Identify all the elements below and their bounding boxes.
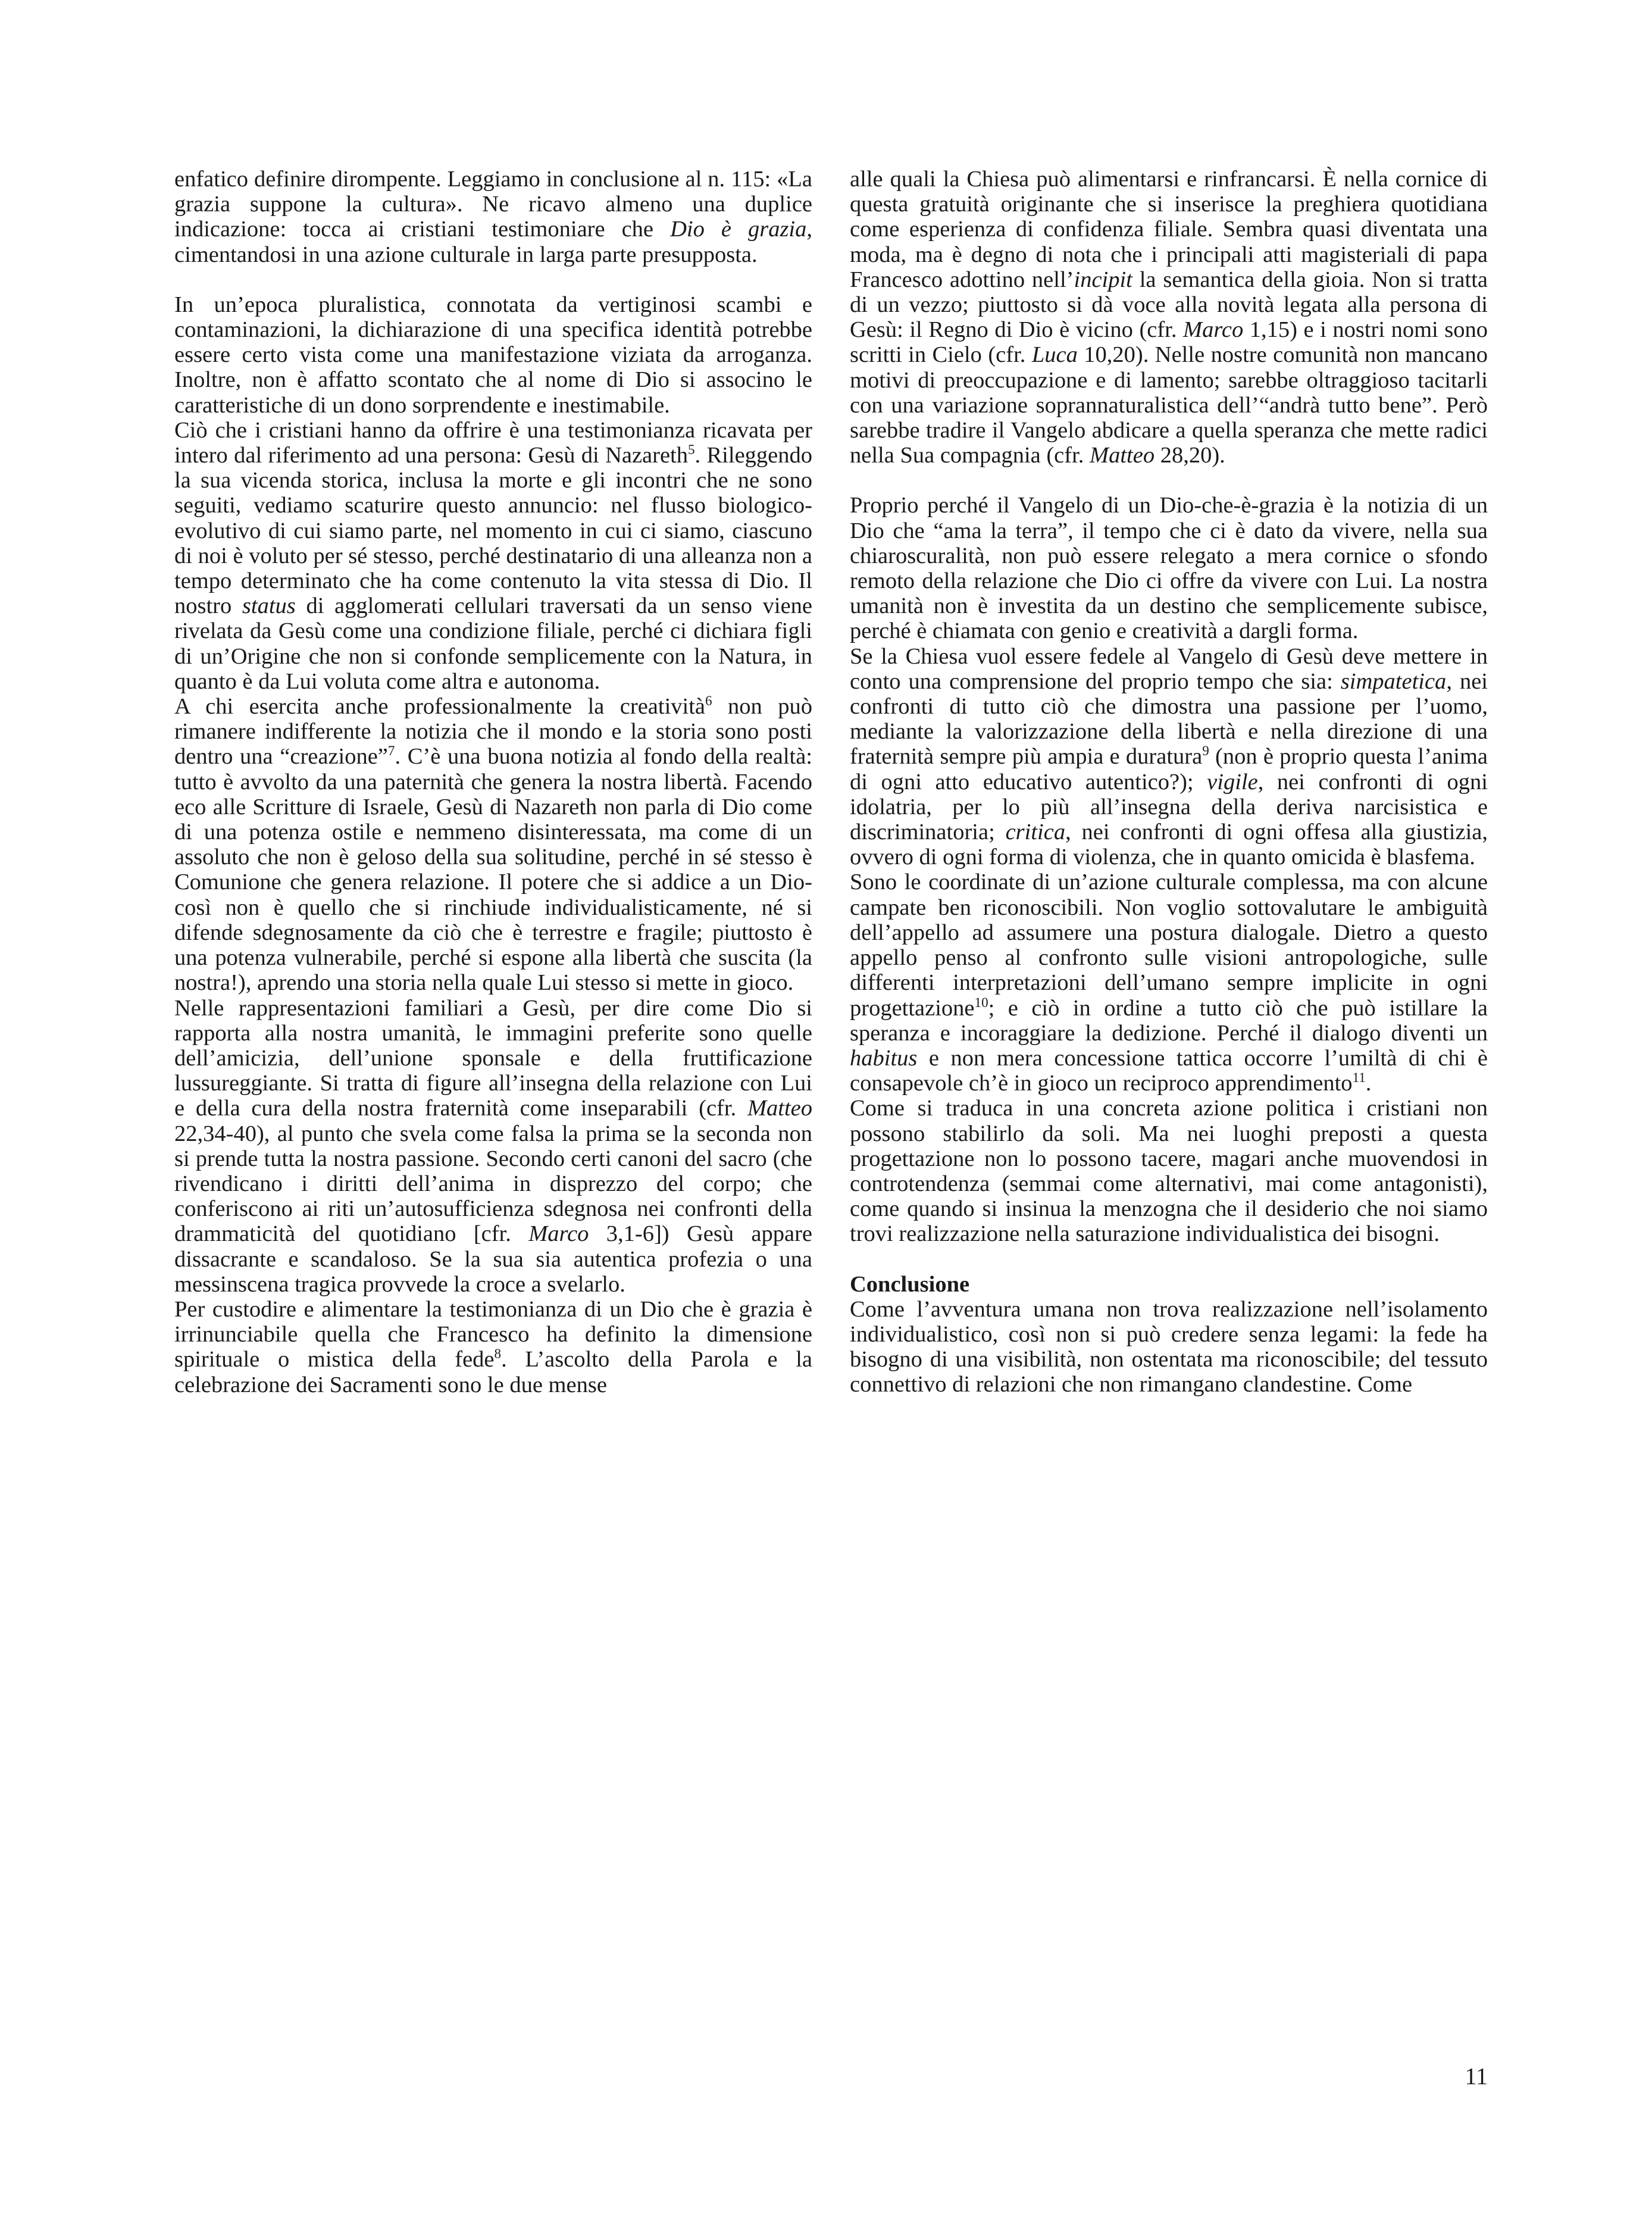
italic-text: status (242, 593, 296, 619)
italic-text: incipit (1074, 267, 1132, 292)
section-heading: Conclusione (850, 1271, 970, 1297)
text-run: 3,1-6]) Gesù appare dissacrante e scandaloso. Se la sua sia autentica profezia o una messinscena tragica provvede la croce a svelarlo. (174, 1221, 812, 1297)
paragraph: Come l’avventura umana non trova realizzazione nell’isolamento individualistico, così non si può credere senza legami: la fede ha bisogno di una visibilità, non ostentata ma riconoscibile; del tessuto connettivo di relazioni che non rimangano clandestine. Come (850, 1296, 1488, 1397)
paragraph (174, 996, 812, 1297)
footnote-ref: 11 (1352, 1070, 1366, 1086)
text-run: , nei confronti di ogni offesa alla giustizia, ovvero di ogni forma di violenza, che in quanto omicida è blasfema. (850, 820, 1488, 870)
paragraph (174, 167, 812, 267)
text-run: Nelle rappresentazioni familiari a Gesù, per dire come Dio si rapporta alla nostra umanità, le immagini preferite sono quelle dell’amicizia, dell’unione sponsale e della fruttificazione lussureggiante. Si tratta di figure all’insegna della relazione con Lui e della cura della nostra fraternità come inseparabili (cfr. (174, 995, 812, 1121)
text-run: . C’è una buona notizia al fondo della realtà: tutto è avvolto da una paternità che genera la nostra libertà. Facendo eco alle Scritture di Israele, Gesù di Nazareth non parla di Dio come di una potenza ostile e nemmeno disinteressata, ma come di un assoluto che non è geloso della sua solitudine, perché in sé stesso è Comunione che genera relazione. Il potere che si addice a un Dio-così non è quello che si rinchiude individualisticamente, né si difende sdegnosamente da ciò che è terrestre e fragile; piuttosto è una potenza vulnerabile, perché si espone alla libertà che suscita (la nostra!), aprendo una storia nella quale Lui stesso si mette in gioco. (174, 744, 812, 996)
italic-text: vigile (1207, 769, 1258, 795)
page-number: 11 (1465, 2063, 1488, 2090)
right-column (850, 167, 1488, 1397)
paragraph (174, 1297, 812, 1397)
footnote-ref: 8 (494, 1346, 502, 1362)
text-run: 10,20). Nelle nostre comunità non mancano motivi di preoccupazione e di lamento; sarebbe oltraggioso tacitarli con una variazione soprannaturalistica dell’“andrà tutto bene”. Però sarebbe tradire il Vangelo abdicare a quella speranza che mette radici nella Sua compagnia (cfr. (850, 342, 1488, 468)
text-run: Ciò che i cristiani hanno da offrire è una testimonianza ricavata per intero dal riferimento ad una persona: Gesù di Nazareth (174, 417, 812, 468)
text-run: ; e ciò in ordine a tutto ciò che può istillare la speranza e incoraggiare la dedizione. Perché il dialogo diventi un (850, 995, 1488, 1046)
footnote-ref: 9 (1202, 743, 1209, 759)
text-run: Sono le coordinate di un’azione culturale complessa, ma con alcune campate ben riconoscibili. Non voglio sottovalutare le ambiguità dell’appello ad assumere una postura dialogale. Dietro a questo appello penso al confronto sulle visioni antropologiche, sulle differenti interpretazioni dell’umano sempre implicite in ogni progettazione (850, 870, 1488, 1021)
text-run: 22,34-40), al punto che svela come falsa la prima se la seconda non si prende tutta la nostra passione. Secondo certi canoni del sacro (che rivendicano i diritti dell’anima in disprezzo del corpo; che conferiscono ai riti un’autosufficienza sdegnosa nei confronti della drammaticità del quotidiano [cfr. (174, 1121, 812, 1247)
left-column (174, 167, 812, 1397)
italic-text: Matteo (747, 1096, 812, 1121)
text-run: di agglomerati cellulari traversati da un senso viene rivelata da Gesù come una condizione filiale, perché ci dichiara figli di un’Origine che non si confonde semplicemente con la Natura, in quanto è da Lui voluta come altra e autonoma. (174, 593, 813, 694)
paragraph (850, 870, 1488, 1096)
paragraph (174, 694, 812, 995)
text-run: la semantica della gioia. Non si tratta di un vezzo; piuttosto si dà voce alla novità legata alla persona di Gesù: il Regno di Dio è vicino (cfr. (850, 267, 1488, 343)
text-run: , cimentandosi in una azione culturale in larga parte presupposta. (174, 217, 812, 267)
footnote-ref: 6 (705, 693, 712, 709)
text-run: . Rileggendo la sua vicenda storica, inclusa la morte e gli incontri che ne sono seguiti, vediamo scaturire questo annuncio: nel flusso biologico-evolutivo di cui siamo parte, nel momento in cui ci siamo, ciascuno di noi è voluto per sé stesso, perché destinatario di una alleanza non a tempo determinato che ha come contenuto la vita stessa di Dio. Il nostro (174, 443, 813, 619)
italic-text: simpatetica (1340, 668, 1447, 694)
footnote-ref: 5 (688, 442, 695, 458)
text-run: A chi esercita anche professionalmente la creatività (174, 694, 706, 720)
italic-text: Dio è grazia (670, 217, 807, 242)
text-run: enfatico definire dirompente. Leggiamo in conclusione al n. 115: «La grazia suppone la cultura». Ne ricavo almeno una duplice indicazione: tocca ai cristiani testimoniare che (174, 167, 812, 242)
text-run: alle quali la Chiesa può alimentarsi e rinfrancarsi. È nella cornice di questa gratuità originante che si inserisce la preghiera quotidiana come esperienza di confidenza filiale. Sembra quasi diventata una moda, ma è degno di nota che i principali atti magisteriali di papa Francesco adottino nell’ (850, 167, 1488, 292)
paragraph: Proprio perché il Vangelo di un Dio-che-è-grazia è la notizia di un Dio che “ama la terra”, il tempo che ci è dato da vivere, nella sua chiaroscuralità, non può essere relegato a mera cornice o sfondo remoto della relazione che Dio ci offre da vivere con Lui. La nostra umanità non è investita da un destino che semplicemente subisce, perché è chiamata con genio e creatività a dargli forma. (850, 493, 1488, 644)
paragraph: In un’epoca pluralistica, connotata da vertiginosi scambi e contaminazioni, la dichiarazione di una specifica identità potrebbe essere certo vista come una manifestazione viziata da arroganza. Inoltre, non è affatto scontato che al nome di Dio si associno le caratteristiche di un dono sorprendente e inestimabile. (174, 292, 812, 418)
text-run: , nei confronti di ogni idolatria, per lo più all’insegna della deriva narcisistica e discriminatoria; (850, 769, 1488, 845)
text-run: non può rimanere indifferente la notizia che il mondo e la storia sono posti dentro una “creazione” (174, 694, 812, 770)
text-run: (non è proprio questa l’anima di ogni atto educativo autentico?); (850, 744, 1488, 795)
text-run: Per custodire e alimentare la testimonianza di un Dio che è grazia è irrinunciabile quella che Francesco ha definito la dimensione spirituale o mistica della fede (174, 1296, 812, 1372)
footnote-ref: 10 (974, 994, 988, 1010)
text-run: . L’ascolto della Parola e la celebrazione dei Sacramenti sono le due mense (174, 1347, 813, 1397)
text-run: Se la Chiesa vuol essere fedele al Vangelo di Gesù deve mettere in conto una comprensione del proprio tempo che sia: (850, 643, 1488, 694)
paragraph (174, 418, 812, 694)
italic-text: critica (1005, 820, 1066, 845)
italic-text: Luca (1031, 342, 1078, 368)
paragraph (850, 644, 1488, 870)
footnote-ref: 7 (387, 743, 395, 759)
paragraph: Come si traduca in una concreta azione politica i cristiani non possono stabilirlo da soli. Ma nei luoghi preposti a questa progettazione non lo possono tacere, magari anche muovendosi in controtendenza (semmai come alternativi, mai come antagonisti), come quando si insinua la menzogna che il desiderio che noi siamo trovi realizzazione nella saturazione individualistica dei bisogni. (850, 1096, 1488, 1247)
text-run: 28,20). (1154, 443, 1225, 468)
paragraph (850, 167, 1488, 468)
text-run: , nei confronti di tutto ciò che dimostra una passione per l’uomo, mediante la valorizzazione della libertà e nella direzione di una fraternità sempre più ampia e duratura (850, 668, 1488, 770)
text-run: e non mera concessione tattica occorre l’umiltà di chi è consapevole ch’è in gioco un reciproco apprendimento (850, 1045, 1488, 1096)
italic-text: Marco (1183, 317, 1244, 343)
italic-text: habitus (850, 1045, 918, 1071)
italic-text: Marco (528, 1221, 589, 1247)
text-run: . (1365, 1071, 1372, 1096)
italic-text: Matteo (1090, 443, 1155, 468)
text-run: 1,15) e i nostri nomi sono scritti in Cielo (cfr. (850, 317, 1488, 368)
